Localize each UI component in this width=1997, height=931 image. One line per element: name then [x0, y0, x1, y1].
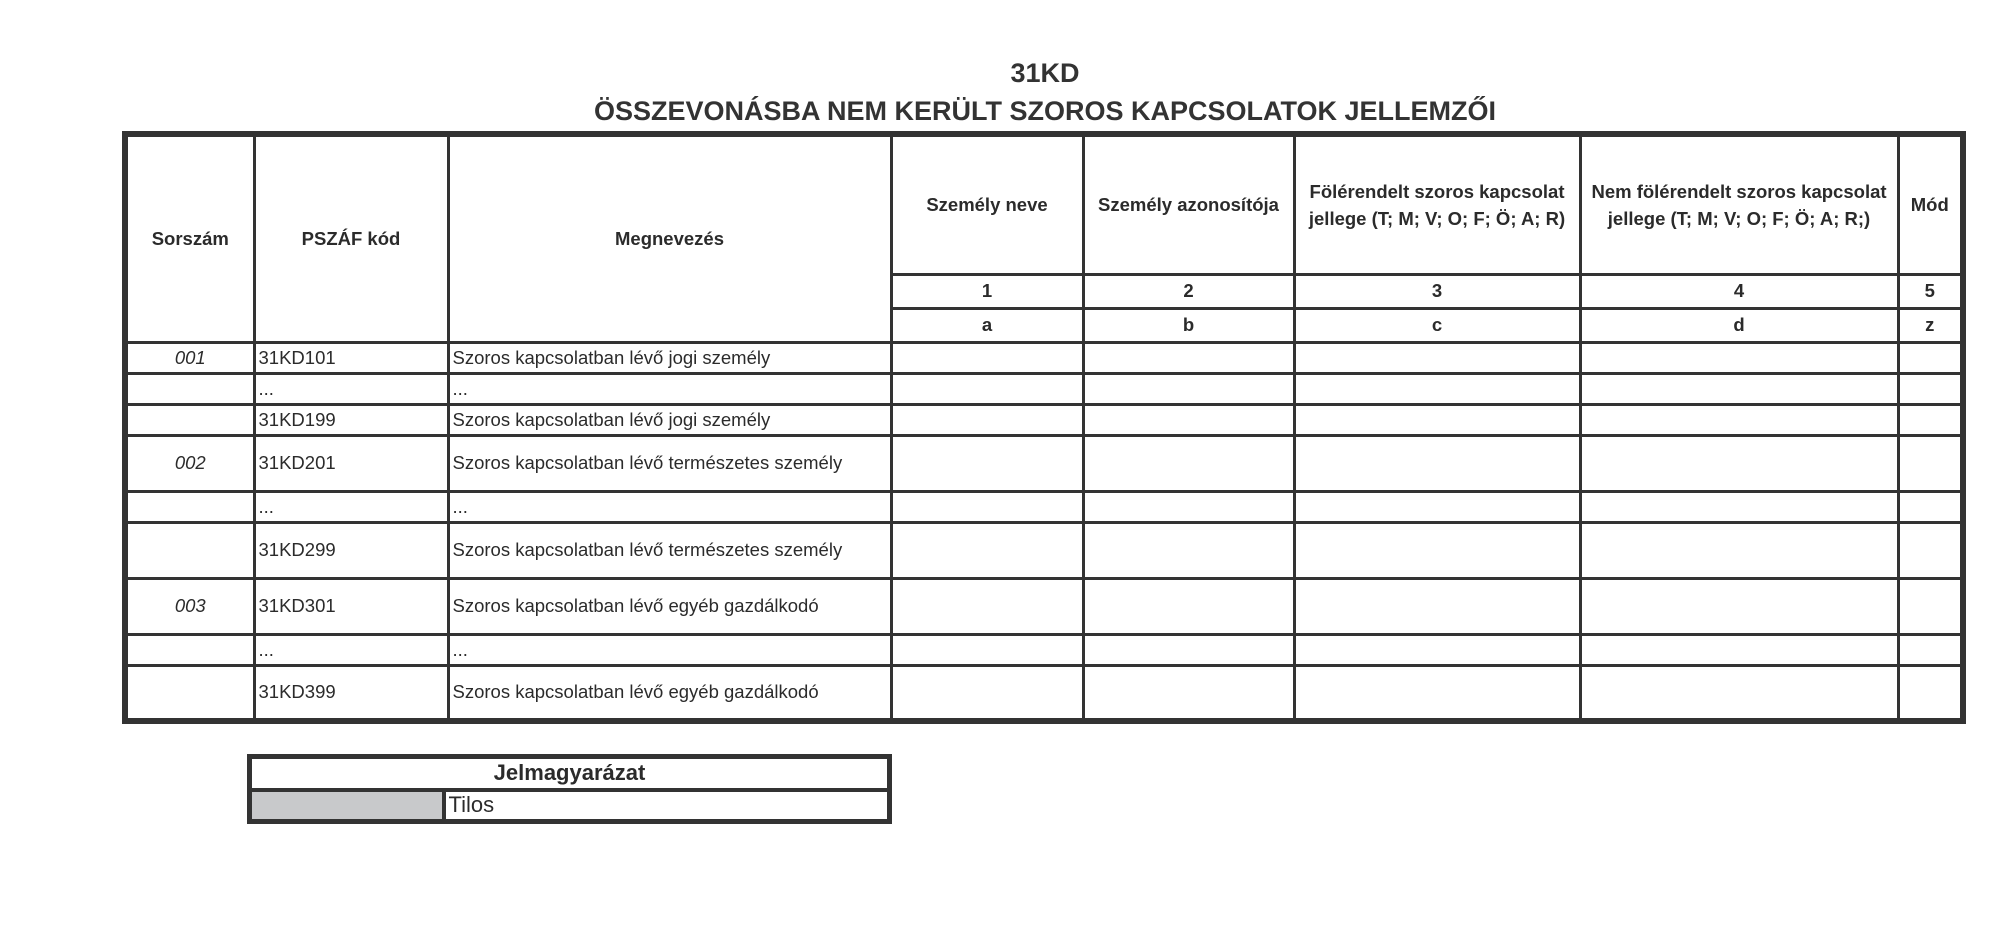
cell-szemely-azonositoja[interactable]	[1083, 435, 1294, 491]
row-code: 31KD399	[254, 665, 448, 721]
cell-nem-folerendelt[interactable]	[1580, 373, 1898, 404]
col-number: 3	[1294, 274, 1580, 308]
row-code: 31KD201	[254, 435, 448, 491]
row-sorszam	[125, 491, 254, 522]
legend-swatch-forbidden	[250, 790, 444, 822]
cell-folerendelt[interactable]	[1294, 404, 1580, 435]
form-code-title: 31KD	[1010, 58, 1080, 88]
cell-folerendelt[interactable]	[1294, 665, 1580, 721]
cell-nem-folerendelt[interactable]	[1580, 491, 1898, 522]
row-name: Szoros kapcsolatban lévő természetes személy	[448, 435, 891, 491]
table-row	[125, 435, 1963, 491]
table-row	[125, 373, 1963, 404]
cell-nem-folerendelt[interactable]	[1580, 342, 1898, 373]
cell-nem-folerendelt[interactable]	[1580, 665, 1898, 721]
table-row	[125, 522, 1963, 578]
row-code: 31KD301	[254, 578, 448, 634]
cell-szemely-neve[interactable]	[891, 522, 1083, 578]
main-table	[122, 131, 1966, 724]
cell-szemely-azonositoja[interactable]	[1083, 578, 1294, 634]
header-szemely-neve: Személy neve	[891, 134, 1083, 274]
legend-table	[247, 754, 892, 824]
header-nem-folerendelt-jellege: Nem fölérendelt szoros kapcsolat jellege (T; M; V; O; F; Ö; A; R;)	[1580, 134, 1898, 274]
header-pszaf-kod: PSZÁF kód	[254, 134, 448, 342]
row-name: Szoros kapcsolatban lévő egyéb gazdálkodó	[448, 665, 891, 721]
cell-nem-folerendelt[interactable]	[1580, 634, 1898, 665]
cell-nem-folerendelt[interactable]	[1580, 578, 1898, 634]
col-number: 4	[1580, 274, 1898, 308]
cell-szemely-neve[interactable]	[891, 665, 1083, 721]
cell-nem-folerendelt[interactable]	[1580, 404, 1898, 435]
cell-mod[interactable]	[1898, 522, 1963, 578]
row-name: Szoros kapcsolatban lévő egyéb gazdálkodó	[448, 578, 891, 634]
table-row	[125, 404, 1963, 435]
row-name: Szoros kapcsolatban lévő jogi személy	[448, 342, 891, 373]
header-sorszam: Sorszám	[125, 134, 254, 342]
cell-folerendelt[interactable]	[1294, 435, 1580, 491]
col-letter: a	[891, 308, 1083, 342]
table-row	[125, 665, 1963, 721]
cell-szemely-neve[interactable]	[891, 634, 1083, 665]
cell-szemely-azonositoja[interactable]	[1083, 665, 1294, 721]
col-letter: z	[1898, 308, 1963, 342]
row-sorszam: 003	[125, 578, 254, 634]
header-megnevezes: Megnevezés	[448, 134, 891, 342]
table-row	[125, 634, 1963, 665]
row-code: ...	[254, 491, 448, 522]
row-sorszam	[125, 665, 254, 721]
cell-mod[interactable]	[1898, 404, 1963, 435]
cell-szemely-azonositoja[interactable]	[1083, 373, 1294, 404]
cell-folerendelt[interactable]	[1294, 522, 1580, 578]
row-sorszam	[125, 373, 254, 404]
col-number: 2	[1083, 274, 1294, 308]
legend-label-forbidden: Tilos	[444, 790, 890, 822]
cell-folerendelt[interactable]	[1294, 373, 1580, 404]
cell-szemely-neve[interactable]	[891, 578, 1083, 634]
row-name: Szoros kapcsolatban lévő jogi személy	[448, 404, 891, 435]
row-sorszam: 002	[125, 435, 254, 491]
cell-szemely-azonositoja[interactable]	[1083, 634, 1294, 665]
row-sorszam	[125, 404, 254, 435]
row-sorszam: 001	[125, 342, 254, 373]
cell-szemely-neve[interactable]	[891, 342, 1083, 373]
cell-folerendelt[interactable]	[1294, 634, 1580, 665]
cell-szemely-neve[interactable]	[891, 373, 1083, 404]
cell-szemely-neve[interactable]	[891, 435, 1083, 491]
cell-folerendelt[interactable]	[1294, 578, 1580, 634]
cell-folerendelt[interactable]	[1294, 491, 1580, 522]
header-szemely-azonositoja: Személy azonosítója	[1083, 134, 1294, 274]
cell-mod[interactable]	[1898, 634, 1963, 665]
col-letter: b	[1083, 308, 1294, 342]
row-code: 31KD101	[254, 342, 448, 373]
row-code: ...	[254, 634, 448, 665]
cell-mod[interactable]	[1898, 373, 1963, 404]
cell-szemely-neve[interactable]	[891, 404, 1083, 435]
cell-nem-folerendelt[interactable]	[1580, 435, 1898, 491]
cell-mod[interactable]	[1898, 491, 1963, 522]
cell-mod[interactable]	[1898, 342, 1963, 373]
row-sorszam	[125, 522, 254, 578]
header-mod: Mód	[1898, 134, 1963, 274]
header-folerendelt-jellege: Fölérendelt szoros kapcsolat jellege (T; M; V; O; F; Ö; A; R)	[1294, 134, 1580, 274]
cell-szemely-neve[interactable]	[891, 491, 1083, 522]
col-letter: c	[1294, 308, 1580, 342]
row-name: ...	[448, 373, 891, 404]
cell-szemely-azonositoja[interactable]	[1083, 342, 1294, 373]
cell-szemely-azonositoja[interactable]	[1083, 491, 1294, 522]
row-code: 31KD299	[254, 522, 448, 578]
row-name: Szoros kapcsolatban lévő természetes személy	[448, 522, 891, 578]
row-code: ...	[254, 373, 448, 404]
cell-szemely-azonositoja[interactable]	[1083, 522, 1294, 578]
table-row	[125, 342, 1963, 373]
row-sorszam	[125, 634, 254, 665]
cell-szemely-azonositoja[interactable]	[1083, 404, 1294, 435]
col-letter: d	[1580, 308, 1898, 342]
col-number: 5	[1898, 274, 1963, 308]
form-subtitle: ÖSSZEVONÁSBA NEM KERÜLT SZOROS KAPCSOLATOK JELLEMZŐI	[593, 96, 1497, 126]
row-code: 31KD199	[254, 404, 448, 435]
legend-title: Jelmagyarázat	[250, 757, 890, 790]
row-name: ...	[448, 634, 891, 665]
cell-mod[interactable]	[1898, 435, 1963, 491]
cell-nem-folerendelt[interactable]	[1580, 522, 1898, 578]
table-row	[125, 491, 1963, 522]
cell-mod[interactable]	[1898, 665, 1963, 721]
cell-mod[interactable]	[1898, 578, 1963, 634]
row-name: ...	[448, 491, 891, 522]
col-number: 1	[891, 274, 1083, 308]
cell-folerendelt[interactable]	[1294, 342, 1580, 373]
table-row	[125, 578, 1963, 634]
